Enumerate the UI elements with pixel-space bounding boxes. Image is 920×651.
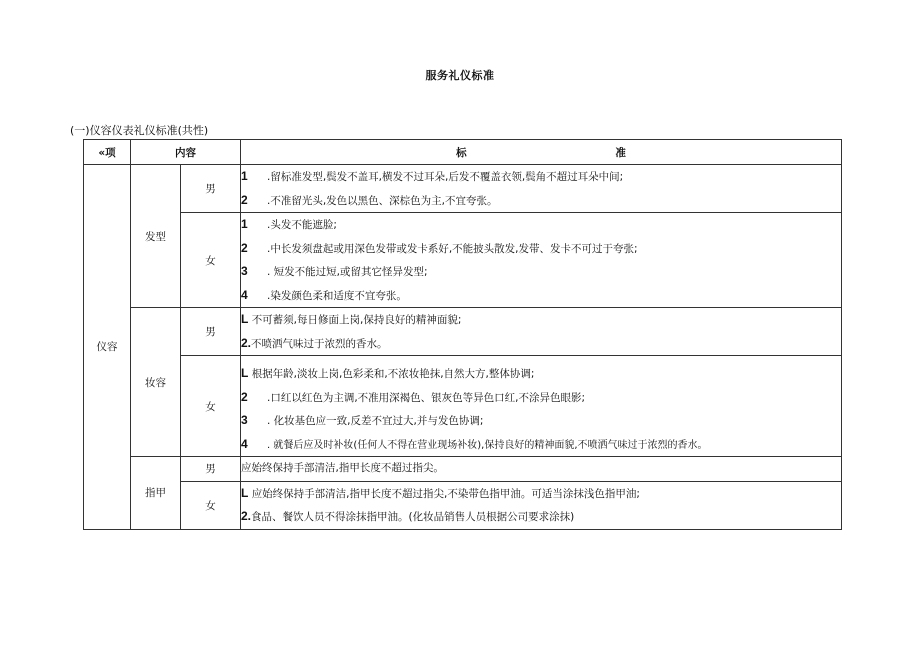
- standard-line: [241, 386, 841, 410]
- item-number: 2: [241, 240, 248, 255]
- standard-text: .中长发须盘起或用深色发带或发卡系好,不能披头散发,发带、发卡不可过于夸张;: [267, 242, 638, 255]
- standard-line: [241, 482, 841, 506]
- subcategory-cell-hair: 发型: [131, 165, 181, 308]
- standard-text: .染发颜色柔和适度不宜夸张。: [267, 289, 407, 302]
- standard-text: . 就餐后应及时补妆(任何人不得在营业现场补妆),保持良好的精神面貌,不喷洒气味过于浓烈的香水。: [267, 439, 708, 451]
- document-title: 服务礼仪标准: [425, 69, 495, 82]
- standard-cell: [241, 457, 842, 482]
- standard-line: [241, 284, 841, 308]
- header-item: «项: [84, 140, 131, 165]
- table-row: [84, 481, 842, 529]
- standard-line: [241, 260, 841, 284]
- standard-line: [241, 433, 841, 457]
- item-number: L: [241, 312, 249, 326]
- standard-cell: [241, 213, 842, 308]
- item-number: 4: [241, 287, 248, 302]
- standard-line: [241, 308, 841, 332]
- sex-cell: 女: [181, 356, 241, 457]
- table-row: [84, 308, 842, 356]
- standard-cell: [241, 308, 842, 356]
- standard-text: 应始终保持手部清洁,指甲长度不超过指尖。: [241, 462, 444, 474]
- item-number: 2: [241, 389, 248, 404]
- standard-text: .口红以红色为主调,不准用深褐色、银灰色等异色口红,不涂异色眼影;: [267, 391, 586, 404]
- standard-line: [241, 457, 841, 481]
- standard-line: [241, 189, 841, 213]
- sex-cell: 男: [181, 457, 241, 482]
- standard-line: [241, 332, 841, 356]
- standard-text: .不准留光头,发色以黑色、深棕色为主,不宜夸张。: [267, 194, 498, 207]
- standard-text: 根据年龄,淡妆上岗,色彩柔和,不浓妆艳抹,自然大方,整体协调;: [251, 368, 535, 380]
- table-row: [84, 165, 842, 213]
- item-number: 1: [241, 217, 248, 231]
- sex-cell: 男: [181, 165, 241, 213]
- standard-text: 不可蓄须,每日修面上岗,保持良好的精神面貌;: [251, 314, 462, 326]
- table-row: [84, 213, 842, 308]
- item-number: 4: [241, 436, 248, 451]
- item-number: 3: [241, 413, 248, 427]
- subcategory-cell-nails: 指甲: [131, 457, 181, 530]
- category-cell: 仪容: [84, 165, 131, 530]
- header-standard: [241, 140, 842, 165]
- standard-cell: [241, 356, 842, 457]
- standard-line: [241, 505, 841, 529]
- standard-cell: [241, 481, 842, 529]
- header-content: 内容: [131, 140, 241, 165]
- item-number: 2.: [241, 509, 252, 523]
- sex-cell: 女: [181, 481, 241, 529]
- table-row: [84, 356, 842, 457]
- standard-text: 食品、餐饮人员不得涂抹指甲油。(化妆品销售人员根据公司要求涂抹): [251, 511, 575, 523]
- item-number: L: [241, 485, 249, 500]
- standard-line: [241, 213, 841, 237]
- sex-cell: 男: [181, 308, 241, 356]
- section-heading: (一)仪容仪表礼仪标准(共性): [70, 124, 209, 137]
- header-standard-char-1: 标: [456, 146, 467, 159]
- etiquette-standards-table: [83, 139, 842, 530]
- standard-line: [241, 165, 841, 189]
- item-number: 2: [241, 192, 248, 207]
- item-number: 2.: [241, 335, 252, 350]
- standard-text: . 短发不能过短,或留其它怪异发型;: [267, 266, 428, 278]
- sex-cell: 女: [181, 213, 241, 308]
- standard-line: [241, 362, 841, 386]
- standard-text: 不喷洒气味过于浓烈的香水。: [251, 337, 388, 350]
- standard-text: . 化妆基色应一致,反差不宜过大,并与发色协调;: [267, 415, 484, 427]
- standard-text: 应始终保持手部清洁,指甲长度不超过指尖,不染带色指甲油。可适当涂抹浅色指甲油;: [251, 487, 640, 500]
- table-row: [84, 457, 842, 482]
- item-number: 3: [241, 264, 248, 278]
- table-header-row: [84, 140, 842, 165]
- standard-text: .头发不能遮脸;: [267, 219, 337, 231]
- standard-cell: [241, 165, 842, 213]
- standard-line: [241, 409, 841, 433]
- header-standard-char-2: 准: [615, 146, 626, 159]
- standard-text: .留标准发型,鬓发不盖耳,横发不过耳朵,后发不覆盖衣领,鬓角不超过耳朵中间;: [267, 171, 624, 183]
- item-number: L: [241, 366, 249, 380]
- item-number: 1: [241, 169, 248, 183]
- standard-line: [241, 237, 841, 261]
- subcategory-cell-makeup: 妆容: [131, 308, 181, 457]
